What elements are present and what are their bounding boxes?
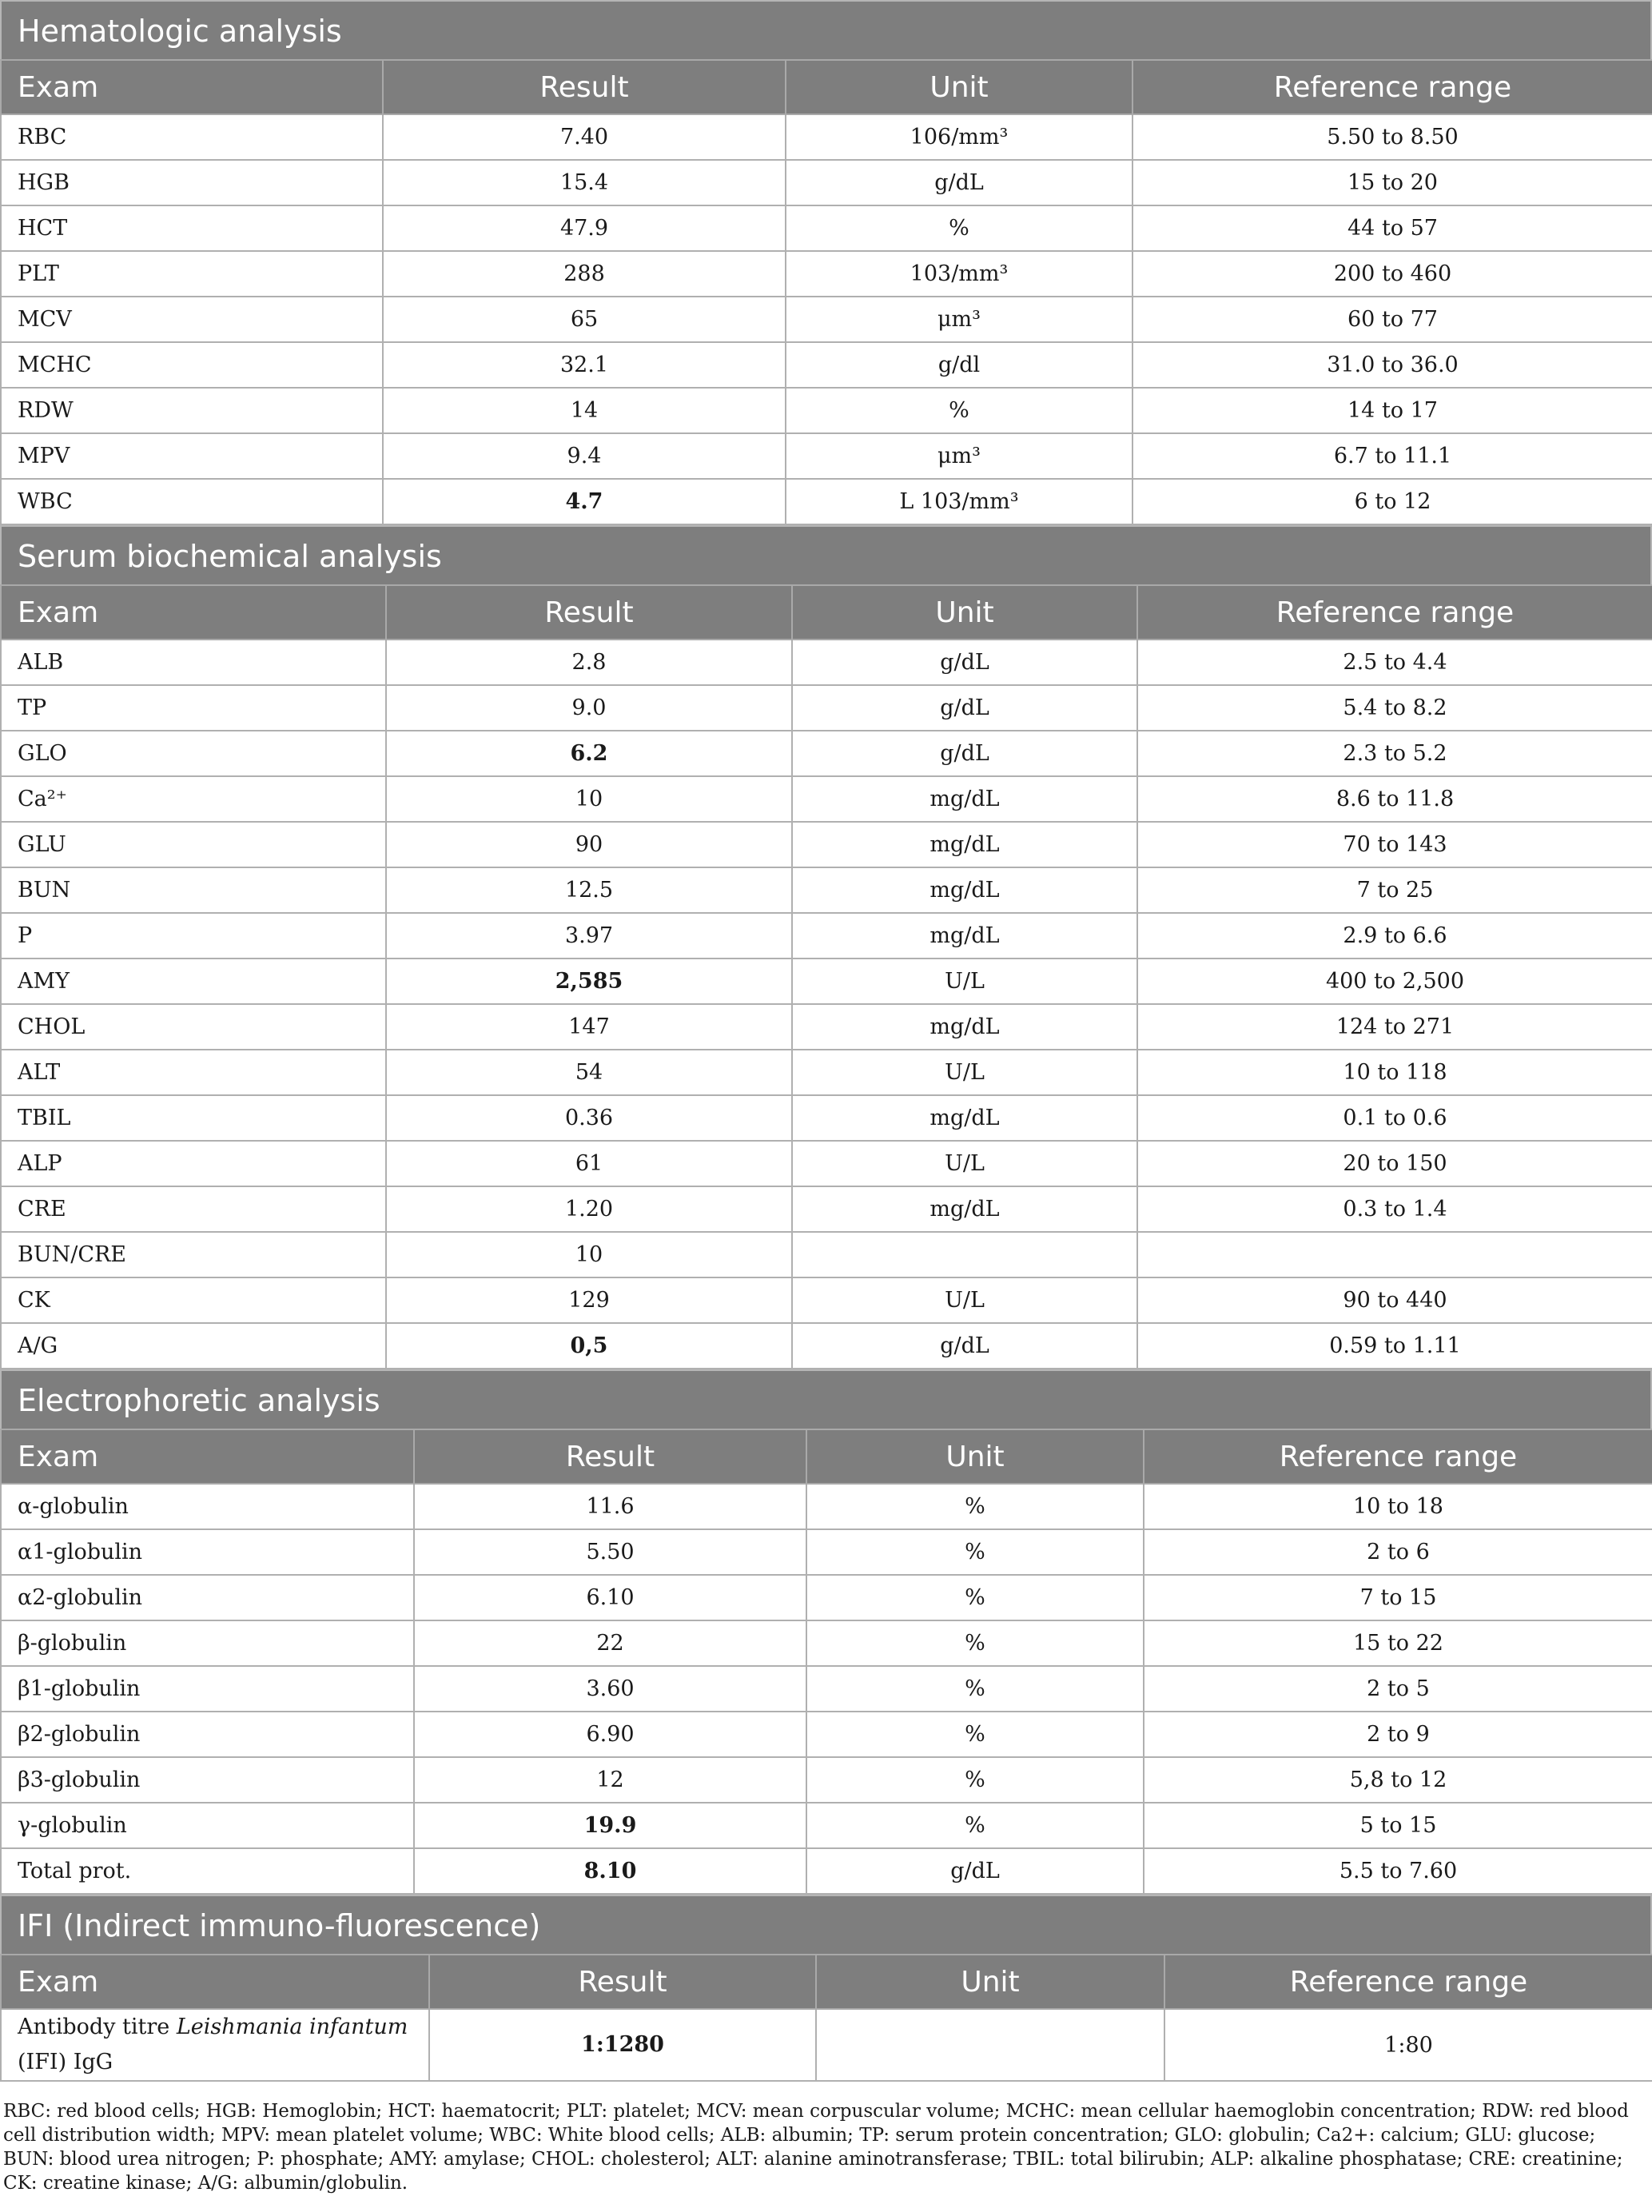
result-header: Result	[429, 1955, 816, 2009]
table-row	[1, 1323, 1652, 1369]
unit-cell: 106/mm³	[786, 114, 1133, 160]
exam-cell: β3-globulin	[1, 1757, 414, 1803]
reference-range-header: Reference range	[1144, 1429, 1652, 1484]
reference-range-cell	[1137, 1232, 1652, 1277]
exam-header: Exam	[1, 585, 386, 640]
unit-cell: %	[806, 1803, 1144, 1848]
exam-cell: ALB	[1, 640, 386, 685]
unit-cell: g/dL	[806, 1848, 1144, 1894]
exam-cell: HGB	[1, 160, 383, 205]
reference-range-cell: 7 to 25	[1137, 867, 1652, 913]
result-cell: 0,5	[386, 1323, 792, 1369]
table-row	[1, 913, 1652, 959]
result-cell: 6.90	[414, 1712, 806, 1757]
table-row	[1, 1848, 1652, 1894]
table-row	[1, 1095, 1652, 1141]
reference-range-cell: 70 to 143	[1137, 822, 1652, 867]
reference-range-cell: 15 to 22	[1144, 1620, 1652, 1666]
unit-cell: g/dL	[792, 640, 1137, 685]
reference-range-cell: 2.3 to 5.2	[1137, 731, 1652, 776]
unit-cell	[792, 1232, 1137, 1277]
reference-range-header: Reference range	[1137, 585, 1652, 640]
unit-cell: U/L	[792, 959, 1137, 1004]
table-row	[1, 731, 1652, 776]
table-row	[1, 1529, 1652, 1575]
ifi-section-title: IFI (Indirect immuno-fluorescence)	[0, 1895, 1652, 1954]
reference-range-cell: 0.3 to 1.4	[1137, 1186, 1652, 1232]
exam-header: Exam	[1, 60, 383, 114]
exam-cell: ALP	[1, 1141, 386, 1186]
reference-range-cell: 5 to 15	[1144, 1803, 1652, 1848]
result-cell: 3.60	[414, 1666, 806, 1712]
unit-cell: g/dL	[792, 685, 1137, 731]
reference-range-cell: 44 to 57	[1133, 205, 1652, 251]
exam-cell: MCV	[1, 297, 383, 342]
exam-cell: β-globulin	[1, 1620, 414, 1666]
abbreviations-footnote: RBC: red blood cells; HGB: Hemoglobin; HCT: haematocrit; PLT: platelet; MCV: mean corpuscular volume; MCHC: mean cellular haemoglobin concentration; RDW: red blood cell distribution width; MPV: mean platelet volume; WBC: White blood cells; ALB: albumin; TP: serum protein concentration; GLO: globulin; Ca2+: calcium; GLU: glucose; BUN: blood urea nitrogen; P: phosphate; AMY: amylase; CHOL: cholesterol; ALT: alanine aminotransferase; TBIL: total bilirubin; ALP: alkaline phosphatase; CRE: creatinine; CK: creatine kinase; A/G: albumin/globulin.	[3, 2101, 1629, 2194]
electrophoretic-table	[0, 1429, 1652, 1895]
table-row	[1, 640, 1652, 685]
table-row	[1, 1666, 1652, 1712]
unit-cell	[816, 2009, 1164, 2081]
reference-range-cell: 0.1 to 0.6	[1137, 1095, 1652, 1141]
reference-range-cell: 31.0 to 36.0	[1133, 342, 1652, 388]
exam-cell	[1, 2009, 429, 2081]
table-header-row	[1, 1429, 1652, 1484]
table-row	[1, 114, 1652, 160]
unit-cell: g/dL	[786, 160, 1133, 205]
result-header: Result	[383, 60, 786, 114]
exam-cell: BUN/CRE	[1, 1232, 386, 1277]
reference-range-cell: 5.5 to 7.60	[1144, 1848, 1652, 1894]
unit-cell: μm³	[786, 297, 1133, 342]
exam-cell: Ca²⁺	[1, 776, 386, 822]
reference-range-cell: 2 to 5	[1144, 1666, 1652, 1712]
reference-range-cell: 90 to 440	[1137, 1277, 1652, 1323]
exam-cell: GLU	[1, 822, 386, 867]
reference-range-cell: 20 to 150	[1137, 1141, 1652, 1186]
table-row	[1, 160, 1652, 205]
unit-cell: U/L	[792, 1050, 1137, 1095]
table-row	[1, 388, 1652, 433]
reference-range-header: Reference range	[1164, 1955, 1652, 2009]
table-row	[1, 1186, 1652, 1232]
exam-cell: A/G	[1, 1323, 386, 1369]
result-cell: 8.10	[414, 1848, 806, 1894]
result-cell: 147	[386, 1004, 792, 1050]
hematologic-section-title: Hematologic analysis	[0, 0, 1652, 59]
table-row	[1, 822, 1652, 867]
exam-cell: α1-globulin	[1, 1529, 414, 1575]
exam-cell: α2-globulin	[1, 1575, 414, 1620]
result-cell: 0.36	[386, 1095, 792, 1141]
unit-cell: %	[806, 1575, 1144, 1620]
table-row	[1, 1803, 1652, 1848]
exam-cell: BUN	[1, 867, 386, 913]
result-cell: 6.10	[414, 1575, 806, 1620]
result-cell: 3.97	[386, 913, 792, 959]
unit-cell: mg/dL	[792, 1186, 1137, 1232]
exam-cell: Total prot.	[1, 1848, 414, 1894]
table-header-row	[1, 585, 1652, 640]
exam-cell: TP	[1, 685, 386, 731]
result-cell: 2.8	[386, 640, 792, 685]
unit-cell: U/L	[792, 1277, 1137, 1323]
reference-range-cell: 400 to 2,500	[1137, 959, 1652, 1004]
table-row	[1, 2009, 1652, 2081]
unit-cell: mg/dL	[792, 1004, 1137, 1050]
exam-cell: γ-globulin	[1, 1803, 414, 1848]
result-cell: 10	[386, 776, 792, 822]
table-row	[1, 776, 1652, 822]
table-row	[1, 1141, 1652, 1186]
reference-range-cell: 8.6 to 11.8	[1137, 776, 1652, 822]
unit-header: Unit	[806, 1429, 1144, 1484]
result-cell: 10	[386, 1232, 792, 1277]
result-header: Result	[386, 585, 792, 640]
exam-cell: WBC	[1, 479, 383, 524]
table-row	[1, 251, 1652, 297]
unit-cell: %	[806, 1712, 1144, 1757]
exam-cell: AMY	[1, 959, 386, 1004]
result-cell: 5.50	[414, 1529, 806, 1575]
exam-cell: RDW	[1, 388, 383, 433]
exam-cell: HCT	[1, 205, 383, 251]
exam-cell: MPV	[1, 433, 383, 479]
species-name: Leishmania infantum	[176, 2015, 408, 2039]
table-header-row	[1, 60, 1652, 114]
result-cell: 2,585	[386, 959, 792, 1004]
reference-range-cell: 15 to 20	[1133, 160, 1652, 205]
exam-text: Antibody titre	[18, 2015, 177, 2039]
table-row	[1, 959, 1652, 1004]
reference-range-cell: 1:80	[1164, 2009, 1652, 2081]
result-cell: 129	[386, 1277, 792, 1323]
unit-cell: mg/dL	[792, 822, 1137, 867]
unit-cell: %	[806, 1620, 1144, 1666]
unit-cell: %	[806, 1484, 1144, 1529]
exam-header: Exam	[1, 1955, 429, 2009]
reference-range-cell: 2 to 6	[1144, 1529, 1652, 1575]
result-cell: 15.4	[383, 160, 786, 205]
reference-range-cell: 2.5 to 4.4	[1137, 640, 1652, 685]
unit-cell: mg/dL	[792, 776, 1137, 822]
table-row	[1, 1620, 1652, 1666]
table-row	[1, 1484, 1652, 1529]
result-cell: 32.1	[383, 342, 786, 388]
reference-range-cell: 5,8 to 12	[1144, 1757, 1652, 1803]
unit-cell: %	[786, 388, 1133, 433]
result-cell: 65	[383, 297, 786, 342]
exam-cell: β2-globulin	[1, 1712, 414, 1757]
exam-cell: ALT	[1, 1050, 386, 1095]
table-row	[1, 479, 1652, 524]
hematologic-table	[0, 59, 1652, 525]
result-cell: 1:1280	[429, 2009, 816, 2081]
exam-cell: TBIL	[1, 1095, 386, 1141]
exam-cell: P	[1, 913, 386, 959]
reference-range-cell: 6.7 to 11.1	[1133, 433, 1652, 479]
reference-range-header: Reference range	[1133, 60, 1652, 114]
unit-cell: mg/dL	[792, 1095, 1137, 1141]
result-cell: 90	[386, 822, 792, 867]
unit-cell: %	[806, 1529, 1144, 1575]
result-cell: 19.9	[414, 1803, 806, 1848]
result-cell: 6.2	[386, 731, 792, 776]
serum-biochemical-table	[0, 584, 1652, 1369]
unit-cell: mg/dL	[792, 867, 1137, 913]
unit-cell: g/dL	[792, 731, 1137, 776]
unit-cell: mg/dL	[792, 913, 1137, 959]
unit-cell: 103/mm³	[786, 251, 1133, 297]
result-cell: 14	[383, 388, 786, 433]
table-row	[1, 1050, 1652, 1095]
unit-header: Unit	[816, 1955, 1164, 2009]
reference-range-cell: 60 to 77	[1133, 297, 1652, 342]
result-cell: 9.0	[386, 685, 792, 731]
unit-cell: L 103/mm³	[786, 479, 1133, 524]
serum-biochemical-section-title: Serum biochemical analysis	[0, 525, 1652, 584]
table-row	[1, 342, 1652, 388]
exam-header: Exam	[1, 1429, 414, 1484]
table-row	[1, 1232, 1652, 1277]
reference-range-cell: 5.4 to 8.2	[1137, 685, 1652, 731]
exam-text-suffix: (IFI) IgG	[18, 2050, 113, 2074]
result-cell: 11.6	[414, 1484, 806, 1529]
result-cell: 7.40	[383, 114, 786, 160]
table-row	[1, 1575, 1652, 1620]
reference-range-cell: 6 to 12	[1133, 479, 1652, 524]
result-cell: 12	[414, 1757, 806, 1803]
unit-cell: %	[786, 205, 1133, 251]
table-row	[1, 1712, 1652, 1757]
table-row	[1, 1277, 1652, 1323]
result-cell: 54	[386, 1050, 792, 1095]
exam-cell: PLT	[1, 251, 383, 297]
result-cell: 1.20	[386, 1186, 792, 1232]
unit-cell: μm³	[786, 433, 1133, 479]
unit-cell: g/dl	[786, 342, 1133, 388]
reference-range-cell: 200 to 460	[1133, 251, 1652, 297]
reference-range-cell: 14 to 17	[1133, 388, 1652, 433]
table-row	[1, 1004, 1652, 1050]
unit-cell: %	[806, 1757, 1144, 1803]
table-row	[1, 297, 1652, 342]
exam-cell: CHOL	[1, 1004, 386, 1050]
reference-range-cell: 10 to 118	[1137, 1050, 1652, 1095]
reference-range-cell: 5.50 to 8.50	[1133, 114, 1652, 160]
result-cell: 9.4	[383, 433, 786, 479]
result-cell: 4.7	[383, 479, 786, 524]
result-cell: 12.5	[386, 867, 792, 913]
result-cell: 47.9	[383, 205, 786, 251]
table-row	[1, 867, 1652, 913]
table-row	[1, 433, 1652, 479]
reference-range-cell: 10 to 18	[1144, 1484, 1652, 1529]
result-cell: 288	[383, 251, 786, 297]
reference-range-cell: 124 to 271	[1137, 1004, 1652, 1050]
exam-cell: GLO	[1, 731, 386, 776]
result-cell: 61	[386, 1141, 792, 1186]
table-row	[1, 205, 1652, 251]
table-row	[1, 1757, 1652, 1803]
unit-cell: g/dL	[792, 1323, 1137, 1369]
unit-cell: U/L	[792, 1141, 1137, 1186]
exam-cell: MCHC	[1, 342, 383, 388]
table-row	[1, 685, 1652, 731]
table-header-row	[1, 1955, 1652, 2009]
result-header: Result	[414, 1429, 806, 1484]
unit-cell: %	[806, 1666, 1144, 1712]
ifi-table	[0, 1954, 1652, 2082]
electrophoretic-section-title: Electrophoretic analysis	[0, 1369, 1652, 1429]
exam-cell: CK	[1, 1277, 386, 1323]
exam-cell: CRE	[1, 1186, 386, 1232]
exam-cell: RBC	[1, 114, 383, 160]
reference-range-cell: 7 to 15	[1144, 1575, 1652, 1620]
exam-cell: α-globulin	[1, 1484, 414, 1529]
reference-range-cell: 0.59 to 1.11	[1137, 1323, 1652, 1369]
reference-range-cell: 2 to 9	[1144, 1712, 1652, 1757]
result-cell: 22	[414, 1620, 806, 1666]
unit-header: Unit	[792, 585, 1137, 640]
unit-header: Unit	[786, 60, 1133, 114]
reference-range-cell: 2.9 to 6.6	[1137, 913, 1652, 959]
exam-cell: β1-globulin	[1, 1666, 414, 1712]
